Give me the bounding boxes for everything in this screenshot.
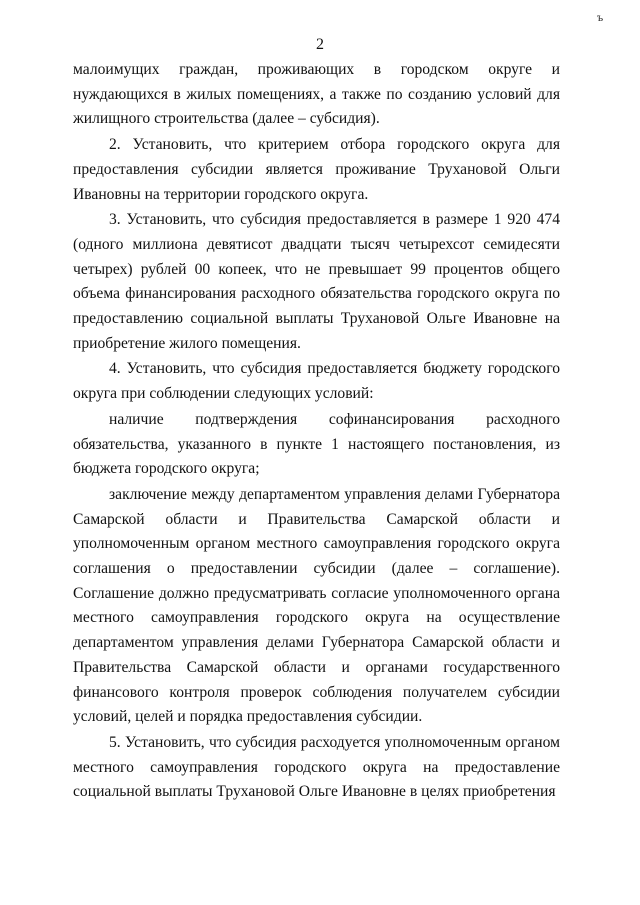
paragraph-1-continuation: малоимущих граждан, проживающих в городском округе и нуждающихся в жилых помещениях, а также по созданию условий для жилищного строительства (далее – субсидия). [73, 61, 560, 128]
paragraph-5: 5. Установить, что субсидия расходуется уполномоченным органом местного самоуправления городского округа на предоставление социальной выплаты Трухановой Ольге Ивановне в целях приобретения [73, 733, 560, 801]
page-number: 2 [316, 36, 324, 53]
document-body [73, 58, 560, 805]
condition-1: наличие подтверждения софинансирования расходного обязательства, указанного в пункте 1 настоящего постановления, из бюджета городского округа; [73, 410, 560, 478]
paragraph-4: 4. Установить, что субсидия предоставляется бюджету городского округа при соблюдении следующих условий: [73, 360, 560, 403]
paragraph-3: 3. Установить, что субсидия предоставляется в размере 1 920 474 (одного миллиона девятисот двадцати тысяч четырехсот семидесяти четырех) рублей 00 копеек, что не превышает 99 процентов общего объема финансирования расходного обязательства городского округа по предоставлению социальной выплаты Трухановой Ольге Ивановне на приобретение жилого помещения. [73, 211, 560, 352]
corner-mark: ъ [597, 10, 604, 24]
paragraph-2: 2. Установить, что критерием отбора городского округа для предоставления субсидии является проживание Трухановой Ольги Ивановны на территории городского округа. [73, 136, 560, 203]
condition-2: заключение между департаментом управления делами Губернатора Самарской области и Правительства Самарской области и уполномоченным органом местного самоуправления городского округа соглашения о предоставлении субсидии (далее – соглашение). Соглашение должно предусматривать согласие уполномоченного органа местного самоуправления городского округа на осуществление департаментом управления делами Губернатора Самарской области и Правительства Самарской области и органами государственного финансового контроля проверок соблюдения получателем субсидии условий, целей и порядка предоставления субсидии. [73, 485, 560, 726]
